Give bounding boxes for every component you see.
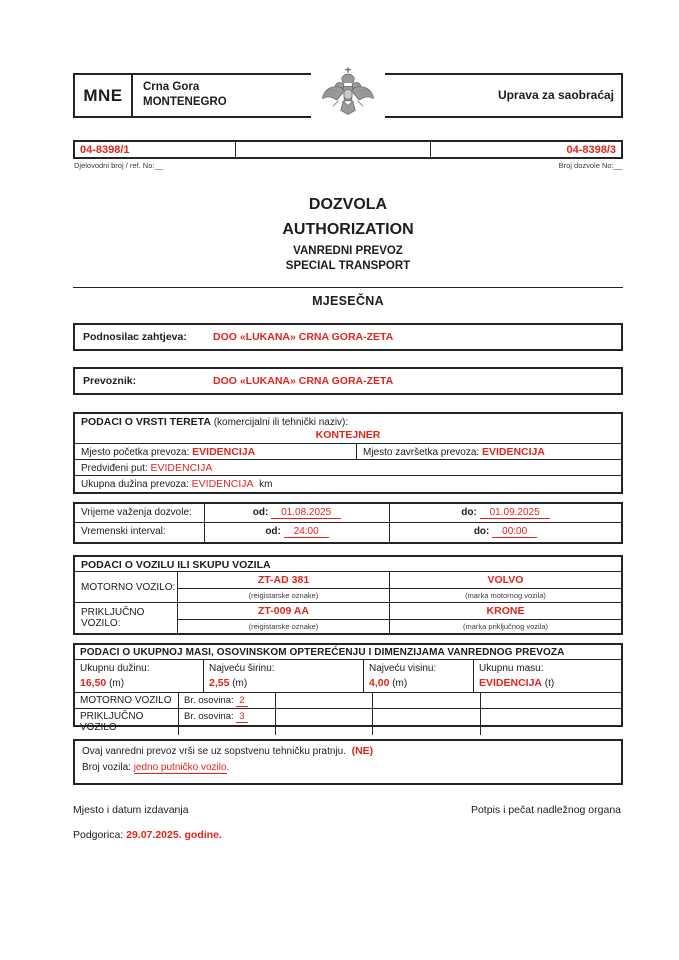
empty-cell — [481, 709, 621, 735]
country-name-english: MONTENEGRO — [143, 95, 227, 108]
escort-answer: (NE) — [351, 745, 374, 757]
subtitle-english: SPECIAL TRANSPORT — [285, 260, 411, 272]
cargo-distance-label: Ukupna dužina prevoza: — [81, 479, 189, 490]
cargo-start-value: EVIDENCIJA — [192, 446, 256, 458]
applicant-label: Podnosilac zahtjeva: — [83, 331, 187, 343]
applicant-value: DOO «LUKANA» CRNA GORA-ZETA — [213, 331, 394, 343]
signature-stamp-label: Potpis i pečat nadležnog organa — [470, 804, 621, 816]
cargo-start-cell — [75, 444, 357, 460]
cargo-section-title — [75, 414, 621, 429]
validity-period-row — [75, 504, 621, 523]
cargo-end-cell — [357, 444, 621, 460]
mass-value: EVIDENCIJA — [479, 677, 543, 689]
title-english: AUTHORIZATION — [282, 221, 414, 238]
montenegro-coat-of-arms-icon — [311, 65, 385, 127]
issue-date-row — [73, 829, 623, 841]
interval-label: Vremenski interval: — [75, 523, 205, 542]
applicant-box — [73, 323, 623, 351]
cargo-section — [73, 412, 623, 494]
od-label: od: — [265, 525, 281, 537]
motor-axles-row-label: MOTORNO VOZILO — [75, 693, 179, 708]
empty-cell — [276, 693, 373, 708]
trailer-brand-caption: (marka priključnog vozila) — [462, 621, 549, 631]
document-page — [73, 73, 623, 841]
carrier-value: DOO «LUKANA» CRNA GORA-ZETA — [213, 375, 394, 387]
od-label: od: — [252, 506, 269, 518]
validity-from-value: 01.08.2025 — [271, 507, 341, 519]
permit-number: 04-8398/3 — [566, 144, 616, 156]
issue-place-date-label: Mjesto i datum izdavanja — [73, 804, 189, 816]
escort-vehicles-period: . — [226, 761, 230, 773]
ref-empty-cell — [235, 142, 431, 158]
validity-to-cell — [390, 504, 621, 522]
validity-period-label: Vrijeme važenja dozvole: — [75, 504, 205, 522]
validity-from-cell — [205, 504, 390, 522]
width-value: 2,55 — [209, 677, 230, 689]
interval-row — [75, 523, 621, 542]
permit-number-caption: Broj dozvole No:__ — [558, 161, 622, 170]
escort-line2 — [82, 760, 614, 775]
dimensions-values-row — [75, 660, 621, 693]
mass-unit: (t) — [544, 678, 555, 689]
height-cell — [364, 660, 474, 693]
mass-cell — [474, 660, 621, 693]
interval-to-cell — [390, 523, 621, 542]
vehicle-section-title: PODACI O VOZILU ILI SKUPU VOZILA — [75, 557, 621, 572]
empty-cell — [373, 709, 481, 735]
width-unit: (m) — [232, 678, 248, 689]
country-code: MNE — [75, 75, 133, 116]
cargo-end-label: Mjesto završetka prevoza: — [363, 447, 480, 458]
validity-section — [73, 502, 623, 544]
mass-label: Ukupnu masu: — [479, 662, 544, 674]
cargo-places-row — [75, 444, 621, 460]
motor-brand-cell — [390, 572, 621, 589]
cargo-route-row — [75, 460, 621, 476]
trailer-axles-cell — [179, 709, 276, 735]
reference-number-row — [73, 140, 623, 159]
vehicle-section — [73, 555, 623, 635]
width-label: Najveću širinu: — [209, 662, 275, 674]
header-box — [73, 73, 623, 118]
ref-number: 04-8398/1 — [80, 144, 130, 156]
escort-section — [73, 739, 623, 785]
trailer-axles-row-label: PRIKLJUČNO VOZILO — [75, 709, 179, 735]
motor-axles-row — [75, 693, 621, 709]
trailer-vehicle-label: PRIKLJUČNO VOZILO: — [75, 603, 178, 633]
dimensions-section — [73, 643, 623, 733]
do-label: do: — [461, 506, 477, 518]
interval-from-cell — [205, 523, 390, 542]
divider-line — [73, 287, 623, 288]
length-label: Ukupnu dužinu: — [80, 662, 150, 674]
dimensions-section-title: PODACI O UKUPNOJ MASI, OSOVINSKOM OPTEREĆENJU I DIMENZIJAMA VANREDNOG PREVOZA — [75, 645, 621, 660]
escort-line1 — [82, 744, 614, 760]
escort-statement: Ovaj vanredni prevoz vrši se uz sopstvenu tehničku pratnju. — [82, 746, 347, 757]
cargo-distance-row — [75, 476, 621, 492]
carrier-label: Prevoznik: — [83, 375, 137, 387]
motor-axles-label: Br. osovina: — [184, 695, 234, 706]
interval-to-value: 00:00 — [492, 526, 537, 538]
title-local: DOZVOLA — [308, 196, 388, 213]
empty-cell — [373, 693, 481, 708]
cargo-route-value: EVIDENCIJA — [150, 462, 213, 474]
motor-axles-value: 2 — [236, 695, 247, 707]
empty-cell — [481, 693, 621, 708]
do-label: do: — [473, 525, 490, 537]
trailer-axles-value: 3 — [236, 711, 247, 723]
length-value: 16,50 — [80, 677, 107, 689]
motor-plate-caption: (reigistarske oznake) — [178, 589, 390, 602]
height-value: 4,00 — [369, 677, 390, 689]
country-name — [133, 75, 227, 116]
country-name-local: Crna Gora — [143, 81, 200, 93]
trailer-brand-value: KRONE — [486, 605, 525, 617]
escort-vehicles-label: Broj vozila: — [82, 761, 131, 773]
cargo-end-value: EVIDENCIJA — [481, 446, 545, 458]
trailer-vehicle-row — [75, 603, 621, 633]
validity-to-value: 01.09.2025 — [480, 507, 550, 519]
issuing-authority: Uprava za saobraćaj — [497, 88, 614, 102]
width-cell — [204, 660, 364, 693]
motor-plate-cell — [178, 572, 390, 589]
trailer-axles-label: Br. osovina: — [184, 711, 234, 722]
height-unit: (m) — [392, 678, 408, 689]
cargo-title-suffix: (komercijalni ili tehnički naziv): — [213, 417, 349, 428]
length-cell — [75, 660, 204, 693]
ref-number-caption: Djelovodni broj / ref. No:__ — [74, 161, 163, 170]
cargo-type-row — [75, 429, 621, 444]
motor-brand-value: VOLVO — [487, 574, 524, 586]
cargo-route-label: Predviđeni put: — [81, 463, 148, 474]
permit-period: MJESEČNA — [312, 294, 384, 308]
height-label: Najveću visinu: — [369, 662, 437, 674]
cargo-distance-unit: km — [259, 479, 273, 490]
motor-vehicle-row — [75, 572, 621, 603]
motor-vehicle-label: MOTORNO VOZILO: — [75, 572, 178, 602]
document-title — [73, 196, 623, 272]
empty-cell — [276, 709, 373, 735]
carrier-box — [73, 367, 623, 395]
motor-brand-caption: (marka motornog vozila) — [465, 590, 546, 600]
trailer-brand-cell — [390, 603, 621, 620]
trailer-plate-caption: (reigistarske oznake) — [178, 620, 390, 633]
issue-date-value: 29.07.2025. godine. — [126, 829, 222, 841]
trailer-plate-cell — [178, 603, 390, 620]
escort-vehicles-value: jedno putničko vozilo — [133, 761, 227, 773]
cargo-distance-value: EVIDENCIJA — [191, 478, 254, 490]
reference-captions — [73, 159, 623, 170]
footer-labels — [73, 804, 623, 816]
cargo-start-label: Mjesto početka prevoza: — [81, 447, 190, 458]
interval-from-value: 24:00 — [284, 526, 329, 538]
trailer-plate-value: ZT-009 AA — [258, 605, 309, 617]
cargo-type-value: KONTEJNER — [315, 429, 381, 441]
trailer-axles-row — [75, 709, 621, 733]
cargo-title-main: PODACI O VRSTI TERETA — [81, 416, 211, 428]
issue-place: Podgorica: — [73, 829, 124, 841]
motor-axles-cell — [179, 693, 276, 708]
motor-plate-value: ZT-AD 381 — [257, 574, 310, 586]
subtitle-local: VANREDNI PREVOZ — [293, 245, 403, 257]
length-unit: (m) — [109, 678, 125, 689]
